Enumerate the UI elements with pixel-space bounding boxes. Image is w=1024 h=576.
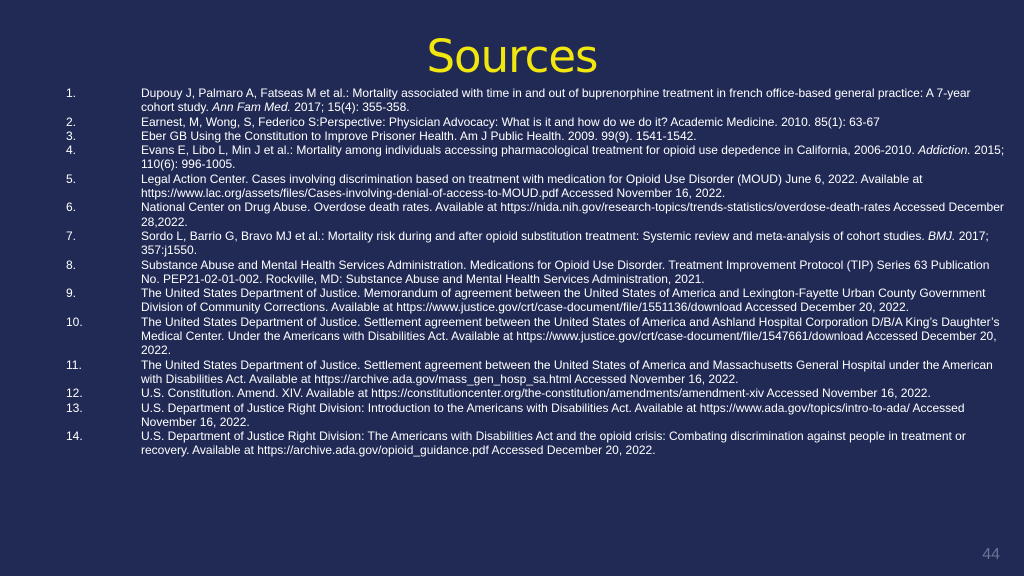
reference-number: 1. — [66, 86, 77, 100]
reference-item — [66, 129, 1006, 143]
reference-item — [66, 115, 1006, 129]
reference-text — [141, 115, 1006, 129]
reference-number: 9. — [66, 286, 77, 301]
reference-segment: Eber GB Using the Constitution to Improve Prisoner Health. Am J Public Health. 2009. 99(9). 1541-1542. — [141, 128, 697, 143]
reference-text — [141, 315, 1006, 358]
reference-number: 11. — [66, 357, 82, 372]
reference-number: 12. — [66, 386, 83, 401]
reference-text — [141, 229, 1006, 258]
reference-segment: Substance Abuse and Mental Health Services Administration. Medications for Opioid Use Disorder. Treatment Improvement Protocol (TIP) Series 63 Publication No. PEP21-02-01-002. Rockville, MD: Substance Abuse and Mental Health Services Administration, 2021. — [141, 257, 990, 286]
reference-item — [66, 258, 1006, 287]
reference-item — [66, 229, 1006, 258]
reference-segment: U.S. Department of Justice Right Division: The Americans with Disabilities Act and the opioid crisis: Combating discrimination against people in treatment or recovery. Available at https://archive.ada.gov/opioid_guidance.pdf Accessed December 20, 2022. — [141, 429, 966, 458]
reference-segment: 2015; 110(6): 996-1005. — [141, 143, 1005, 172]
journal-name: Addiction. — [918, 143, 971, 158]
reference-text — [141, 143, 1006, 172]
reference-segment: 2017; 15(4): 355-358. — [290, 100, 410, 115]
journal-name: Ann Fam Med. — [212, 100, 291, 115]
reference-item — [66, 401, 1006, 430]
reference-segment: Earnest, M, Wong, S, Federico S:Perspective: Physician Advocacy: What is it and how do we do it? Academic Medicine. 2010. 85(1): 63-67 — [141, 114, 880, 129]
reference-segment: U.S. Department of Justice Right Division: Introduction to the Americans with Disabilities Act. Available at https://www.ada.gov/topics/intro-to-ada/ Accessed November 16, 2022. — [141, 400, 965, 429]
reference-number: 5. — [66, 171, 77, 186]
reference-text — [141, 86, 1006, 115]
reference-segment: National Center on Drug Abuse. Overdose death rates. Available at https://nida.nih.gov/research-topics/trends-statistics/overdose-death-rates Accessed December 28,2022. — [141, 200, 1004, 229]
reference-item — [66, 143, 1006, 172]
reference-item — [66, 429, 1006, 458]
reference-text — [141, 429, 1006, 458]
reference-segment: Dupouy J, Palmaro A, Fatseas M et al.: Mortality associated with time in and out of buprenorphine treatment in french office-based general practice: A 7-year cohort study. — [141, 86, 971, 115]
reference-segment: The United States Department of Justice. Settlement agreement between the United States of America and Massachusetts General Hospital under the American with Disabilities Act. Available at https://archive.ada.gov/mass_gen_hosp_sa.html Accessed November 16, 2022. — [141, 357, 993, 386]
reference-item — [66, 286, 1006, 315]
reference-segment: Evans E, Libo L, Min J et al.: Mortality among individuals accessing pharmacological treatment for opioid use depedence in California, 2006-2010. — [141, 143, 919, 158]
reference-segment: The United States Department of Justice. Settlement agreement between the United States of America and Ashland Hospital Corporation D/B/A King’s Daughter’s Medical Center. Under the Americans with Disabilities Act. Available at https://www.justice.gov/crt/case-document/file/1547661/download Accessed December 20, 2022. — [141, 314, 1000, 358]
journal-name: BMJ. — [928, 228, 956, 243]
slide-title: Sources — [426, 30, 598, 83]
reference-number: 4. — [66, 143, 77, 158]
reference-number: 14. — [66, 429, 83, 444]
page-number: 44 — [982, 546, 1000, 563]
reference-number: 8. — [66, 257, 77, 272]
reference-text — [141, 358, 1006, 387]
reference-text — [141, 286, 1006, 315]
reference-item — [66, 386, 1006, 400]
reference-number: 7. — [66, 228, 77, 243]
reference-item — [66, 172, 1006, 201]
reference-segment: Sordo L, Barrio G, Bravo MJ et al.: Mortality risk during and after opioid substitution treatment: Systemic review and meta-analysis of cohort studies. — [141, 228, 929, 243]
reference-item — [66, 358, 1006, 387]
reference-text — [141, 172, 1006, 201]
reference-list — [66, 86, 1006, 458]
reference-segment: U.S. Constitution. Amend. XIV. Available at https://constitutioncenter.org/the-constitution/amendments/amendment-xiv Accessed November 16, 2022. — [141, 386, 931, 401]
reference-item — [66, 86, 1006, 115]
reference-text — [141, 200, 1006, 229]
reference-item — [66, 200, 1006, 229]
reference-text — [141, 129, 1006, 143]
reference-text — [141, 386, 1006, 400]
reference-segment: Legal Action Center. Cases involving discrimination based on treatment with medication for Opioid Use Disorder (MOUD) June 6, 2022. Available at https://www.lac.org/assets/files/Cases-involving-denial-of-access-to-MOUD.pdf Accessed November 16, 2022. — [141, 171, 923, 201]
reference-text — [141, 258, 1006, 287]
reference-number: 13. — [66, 400, 83, 415]
reference-number: 10. — [66, 314, 83, 329]
reference-segment: The United States Department of Justice. Memorandum of agreement between the United States of America and Lexington-Fayette Urban County Government Division of Community Corrections. Available at https://www.justice.gov/crt/case-document/file/1551136/download Accessed December 20, 2022. — [141, 286, 986, 315]
reference-number: 6. — [66, 200, 77, 215]
reference-text — [141, 401, 1006, 430]
reference-item — [66, 315, 1006, 358]
reference-number: 3. — [66, 128, 77, 143]
reference-number: 2. — [66, 114, 77, 129]
reference-segment: 2017; 357:j1550. — [141, 228, 989, 258]
